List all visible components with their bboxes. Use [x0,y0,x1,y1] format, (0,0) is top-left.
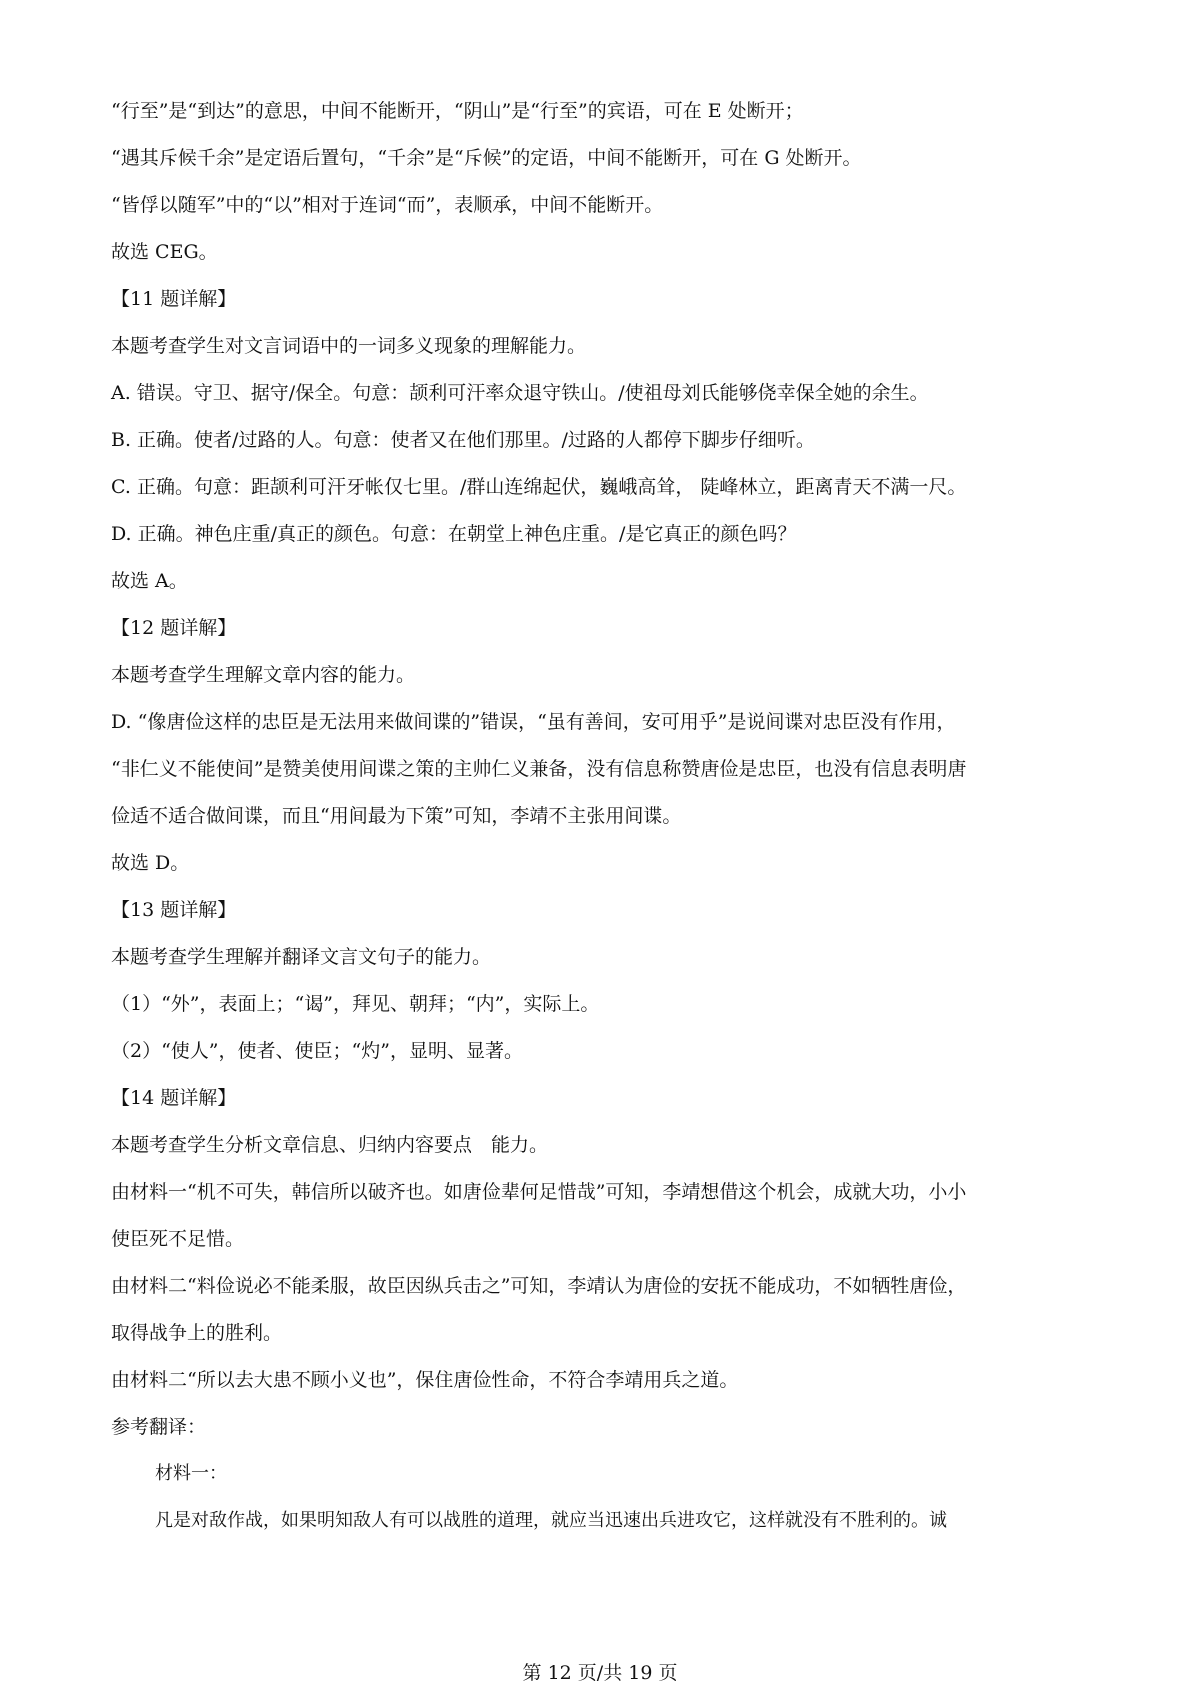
analysis-line-yi: “皆俘以随军”中的“以”相对于连词“而”，表顺承，中间不能断开。 [111,194,664,216]
q14-material-1-line: 使臣死不足惜。 [111,1228,245,1250]
q12-option-d [111,707,1101,831]
q14-material-2-line: 由材料二“料俭说必不能柔服，故臣因纵兵击之”可知，李靖认为唐俭的安抚不能成功，不如牺牲唐俭， [111,1275,967,1297]
q11-option-d: D. 正确。神色庄重/真正的颜色。句意：在朝堂上神色庄重。/是它真正的颜色吗？ [111,523,797,545]
q11-intro: 本题考查学生对文言词语中的一词多义现象的理解能力。 [111,335,587,357]
q12-option-d-line: 俭适不适合做间谍，而且“用间最为下策”可知，李靖不主张用间谍。 [111,805,682,827]
q10-answer: 故选 CEG。 [111,241,218,263]
q12-intro: 本题考查学生理解文章内容的能力。 [111,664,416,686]
q14-material-2-summary: 由材料二“所以去大患不顾小义也”，保住唐俭性命，不符合李靖用兵之道。 [111,1369,739,1391]
q11-heading: 【11 题详解】 [111,288,237,310]
analysis-line-e: “行至”是“到达”的意思，中间不能断开，“阴山”是“行至”的宾语，可在 E 处断开； [111,100,804,122]
q12-answer: 故选 D。 [111,852,190,874]
q12-heading: 【12 题详解】 [111,617,237,639]
q14-heading: 【14 题详解】 [111,1087,237,1109]
translation-material-1-title: 材料一： [155,1463,227,1484]
q13-heading: 【13 题详解】 [111,899,237,921]
q13-item-1: （1）“外”，表面上；“谒”，拜见、朝拜；“内”，实际上。 [111,993,600,1015]
translation-material-1-body: 凡是对敌作战，如果明知敌人有可以战胜的道理，就应当迅速出兵进攻它，这样就没有不胜利的。诚 [155,1510,947,1531]
q11-option-b: B. 正确。使者/过路的人。句意：使者又在他们那里。/过路的人都停下脚步仔细听。 [111,429,815,451]
q11-option-c: C. 正确。句意：距颉利可汗牙帐仅七里。/群山连绵起伏，巍峨高耸， 陡峰林立，距离青天不满一尺。 [111,476,967,498]
q11-answer: 故选 A。 [111,570,188,592]
q13-item-2: （2）“使人”，使者、使臣；“灼”，显明、显著。 [111,1040,523,1062]
q12-option-d-line: D. “像唐俭这样的忠臣是无法用来做间谍的”错误，“虽有善间，安可用乎”是说间谍对忠臣没有作用， [111,711,956,733]
reference-translation-label: 参考翻译： [111,1416,207,1438]
page-number: 第 12 页/共 19 页 [522,1662,678,1684]
q14-material-2-line: 取得战争上的胜利。 [111,1322,283,1344]
q14-material-1-line: 由材料一“机不可失，韩信所以破齐也。如唐俭辈何足惜哉”可知，李靖想借这个机会，成就大功，小小 [111,1181,967,1203]
q12-option-d-line: “非仁义不能使间”是赞美使用间谍之策的主帅仁义兼备，没有信息称赞唐俭是忠臣，也没有信息表明唐 [111,758,967,780]
q11-option-a: A. 错误。守卫、据守/保全。句意：颉利可汗率众退守铁山。/使祖母刘氏能够侥幸保全她的余生。 [111,382,929,404]
q13-intro: 本题考查学生理解并翻译文言文句子的能力。 [111,946,492,968]
q14-material-1 [111,1177,1101,1254]
document-body [111,96,1101,1536]
q14-intro: 本题考查学生分析文章信息、归纳内容要点 能力。 [111,1134,549,1156]
q14-material-2 [111,1271,1101,1348]
analysis-line-g: “遇其斥候千余”是定语后置句，“千余”是“斥候”的定语，中间不能断开，可在 G 处断开。 [111,147,862,169]
